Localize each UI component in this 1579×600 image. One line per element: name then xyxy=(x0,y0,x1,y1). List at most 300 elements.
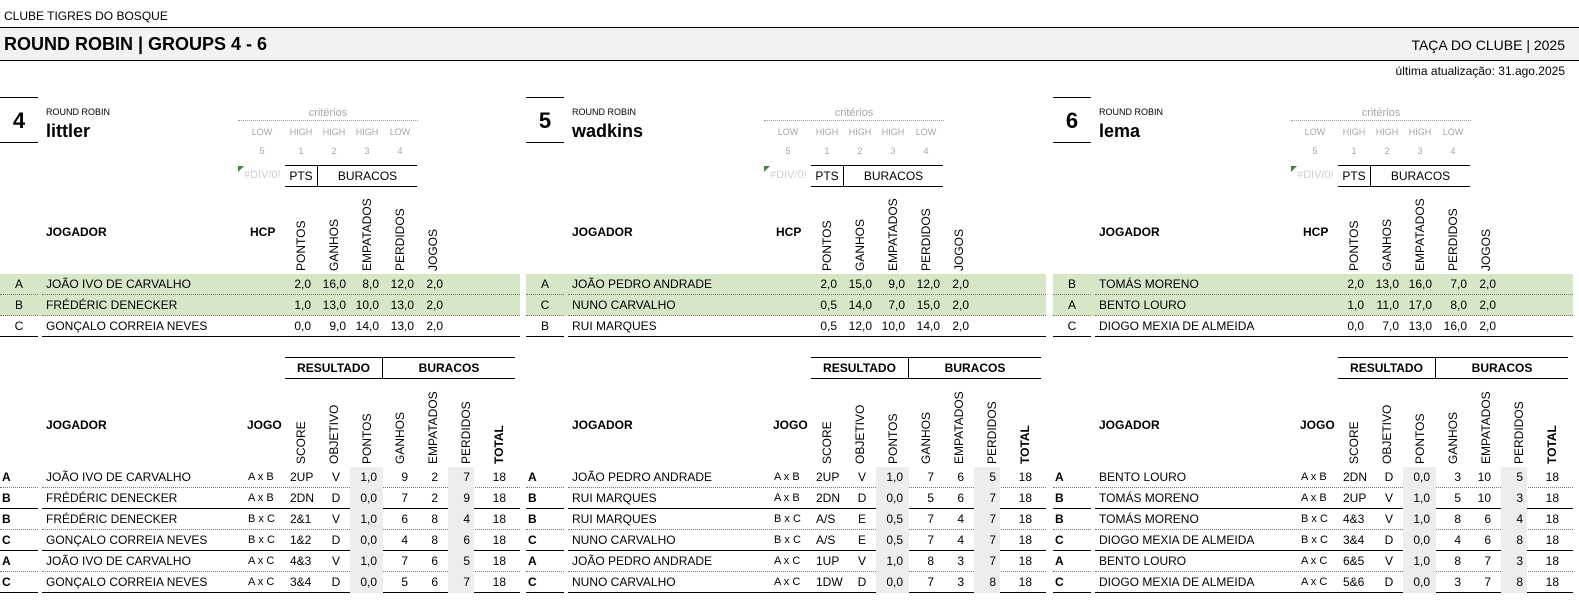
empatados-header: EMPATADOS xyxy=(426,391,440,464)
perdidos-value: 5 xyxy=(974,467,1000,488)
score-value: 3&4 xyxy=(290,575,312,589)
standings-row xyxy=(1053,295,1573,316)
ganhos-header: GANHOS xyxy=(393,411,407,464)
criteria-rank: 1 xyxy=(824,146,830,156)
total-value: 18 xyxy=(492,575,506,589)
criteria-level: HIGH xyxy=(815,127,839,137)
criteria-level: LOW xyxy=(777,127,799,137)
match-row xyxy=(526,509,1046,530)
objetivo-value: D xyxy=(857,575,867,589)
player-name: DIOGO MEXIA DE ALMEIDA xyxy=(1095,530,1573,551)
jogador-header: JOGADOR xyxy=(1099,418,1160,432)
buracos-label: BURACOS xyxy=(944,361,1006,375)
standings-row xyxy=(0,274,520,295)
total-value: 18 xyxy=(1018,491,1032,505)
criteria-level: LOW xyxy=(251,127,273,137)
score-value: A/S xyxy=(816,533,836,547)
criteria-level: HIGH xyxy=(289,127,313,137)
perdidos-header: PERDIDOS xyxy=(1512,401,1526,464)
criteria-rank: 4 xyxy=(397,146,403,156)
match-row xyxy=(0,530,520,551)
ganhos-value: 7 xyxy=(927,512,934,526)
total-value: 18 xyxy=(1545,575,1559,589)
total-value: 18 xyxy=(492,554,506,568)
total-value: 18 xyxy=(1018,575,1032,589)
resultado-buracos-header xyxy=(811,357,1041,379)
player-name: TOMÁS MORENO xyxy=(1095,488,1573,509)
jogo-value: A x C xyxy=(1301,576,1328,588)
player-name: NUNO CARVALHO xyxy=(568,295,1046,316)
score-value: 2DN xyxy=(1343,470,1368,484)
score-value: 2&1 xyxy=(290,512,312,526)
pontos-value: 1,0 xyxy=(1403,488,1436,509)
perdidos-value: 7 xyxy=(448,467,474,488)
jogador-header: JOGADOR xyxy=(572,418,633,432)
objetivo-value: E xyxy=(857,533,866,547)
group-number: 5 xyxy=(526,97,564,143)
standing-pontos: 0,5 xyxy=(820,298,837,312)
position-letter: B xyxy=(1053,509,1091,530)
position-letter: B xyxy=(0,509,38,530)
round-robin-label: ROUND ROBIN xyxy=(1099,107,1164,117)
empatados-value: 10 xyxy=(1477,491,1491,505)
jogos-header: JOGOS xyxy=(426,228,440,271)
match-row xyxy=(1053,488,1573,509)
score-value: 3&4 xyxy=(1343,533,1365,547)
match-row xyxy=(1053,551,1573,572)
total-value: 18 xyxy=(1018,512,1032,526)
score-header: SCORE xyxy=(1347,421,1361,464)
pontos-header: PONTOS xyxy=(886,413,900,464)
jogo-value: B x C xyxy=(1301,513,1328,525)
position-letter: A xyxy=(526,467,564,488)
pontos-header: PONTOS xyxy=(360,413,374,464)
player-name: TOMÁS MORENO xyxy=(1095,274,1573,295)
total-value: 18 xyxy=(1545,554,1559,568)
player-name: GONÇALO CORREIA NEVES xyxy=(42,530,520,551)
standing-pontos: 0,0 xyxy=(294,319,311,333)
criteria-level: HIGH xyxy=(1375,127,1399,137)
perdidos-value: 3 xyxy=(1501,488,1527,509)
objetivo-value: V xyxy=(1384,554,1393,568)
pontos-value: 1,0 xyxy=(1403,551,1436,572)
pontos-value: 1,0 xyxy=(876,467,909,488)
ganhos-header: GANHOS xyxy=(1380,218,1394,271)
ganhos-value: 5 xyxy=(927,491,934,505)
jogo-header: JOGO xyxy=(773,418,808,432)
criteria-rank: 1 xyxy=(298,146,304,156)
position-letter: B xyxy=(526,488,564,509)
score-value: 4&3 xyxy=(1343,512,1365,526)
standing-empatados: 7,0 xyxy=(888,298,905,312)
pts-buracos-header xyxy=(1338,165,1470,187)
objetivo-header: OBJETIVO xyxy=(853,404,867,464)
objetivo-value: D xyxy=(857,491,867,505)
standing-empatados: 10,0 xyxy=(355,298,379,312)
buracos-label: BURACOS xyxy=(863,169,924,183)
perdidos-value: 7 xyxy=(974,530,1000,551)
hcp-header: HCP xyxy=(250,225,276,239)
perdidos-value: 8 xyxy=(974,572,1000,593)
jogos-header: JOGOS xyxy=(1479,228,1493,271)
empatados-value: 6 xyxy=(1484,533,1491,547)
standing-jogos: 2,0 xyxy=(1479,298,1496,312)
buracos-label: BURACOS xyxy=(418,361,480,375)
jogo-value: B x C xyxy=(248,534,275,546)
criteria-error: #DIV/0! xyxy=(244,169,281,181)
standing-empatados: 17,0 xyxy=(1408,298,1432,312)
pontos-header: PONTOS xyxy=(1347,220,1361,271)
page-title: ROUND ROBIN | GROUPS 4 - 6 xyxy=(4,34,268,54)
jogo-value: A x C xyxy=(248,555,275,567)
player-name: RUI MARQUES xyxy=(568,509,1046,530)
empatados-value: 4 xyxy=(957,512,964,526)
player-name: JOÃO PEDRO ANDRADE xyxy=(568,467,1046,488)
perdidos-value: 7 xyxy=(974,509,1000,530)
round-robin-label: ROUND ROBIN xyxy=(572,107,637,117)
standing-ganhos: 12,0 xyxy=(848,319,872,333)
objetivo-header: OBJETIVO xyxy=(1380,404,1394,464)
player-name: GONÇALO CORREIA NEVES xyxy=(42,572,520,593)
perdidos-header: PERDIDOS xyxy=(919,208,933,271)
group-panel xyxy=(0,97,520,597)
criteria-rank: 3 xyxy=(1417,146,1423,156)
score-value: 2UP xyxy=(816,470,840,484)
score-value: 1&2 xyxy=(290,533,312,547)
ganhos-value: 5 xyxy=(401,575,408,589)
perdidos-value: 9 xyxy=(448,488,474,509)
criteria-rank: 2 xyxy=(857,146,863,156)
empatados-value: 6 xyxy=(957,491,964,505)
position-letter: C xyxy=(0,572,38,593)
player-name: JOÃO PEDRO ANDRADE xyxy=(568,551,1046,572)
ganhos-value: 7 xyxy=(927,470,934,484)
objetivo-value: D xyxy=(331,533,341,547)
pontos-header: PONTOS xyxy=(820,220,834,271)
score-value: 1UP xyxy=(816,554,840,568)
standing-ganhos: 11,0 xyxy=(1376,298,1399,312)
pts-buracos-header xyxy=(811,165,943,187)
criteria-rank: 5 xyxy=(259,146,265,156)
match-row xyxy=(0,467,520,488)
criteria-level: LOW xyxy=(389,127,411,137)
match-row xyxy=(526,467,1046,488)
group-panel xyxy=(1053,97,1573,597)
match-row xyxy=(0,551,520,572)
ganhos-value: 3 xyxy=(1454,470,1461,484)
objetivo-value: V xyxy=(1384,512,1393,526)
standing-ganhos: 9,0 xyxy=(329,319,346,333)
standing-pontos: 2,0 xyxy=(820,277,837,291)
criteria-rank: 2 xyxy=(1384,146,1390,156)
standing-empatados: 13,0 xyxy=(1408,319,1432,333)
jogos-header: JOGOS xyxy=(952,228,966,271)
criteria-rank: 4 xyxy=(1450,146,1456,156)
criteria-divider xyxy=(764,120,944,121)
jogo-value: A x B xyxy=(1301,492,1327,504)
player-name: GONÇALO CORREIA NEVES xyxy=(42,316,520,337)
objetivo-value: D xyxy=(331,575,341,589)
ganhos-value: 8 xyxy=(927,554,934,568)
position-letter: B xyxy=(1053,274,1091,295)
position-letter: B xyxy=(0,295,38,316)
empatados-value: 6 xyxy=(431,575,438,589)
empatados-value: 3 xyxy=(957,575,964,589)
objetivo-value: D xyxy=(1384,575,1394,589)
total-value: 18 xyxy=(492,533,506,547)
jogo-header: JOGO xyxy=(1300,418,1335,432)
criteria-rank: 1 xyxy=(1351,146,1357,156)
criteria-label: critérios xyxy=(308,107,348,119)
total-value: 18 xyxy=(1018,554,1032,568)
hcp-header: HCP xyxy=(776,225,802,239)
jogo-value: A x C xyxy=(248,576,275,588)
standing-jogos: 2,0 xyxy=(952,277,969,291)
score-value: A/S xyxy=(816,512,836,526)
jogo-value: B x C xyxy=(774,534,801,546)
match-row xyxy=(526,530,1046,551)
last-updated: última atualização: 31.ago.2025 xyxy=(1395,64,1565,78)
resultado-buracos-header xyxy=(285,357,515,379)
pontos-value: 0,0 xyxy=(350,572,383,593)
criteria-level: HIGH xyxy=(1408,127,1432,137)
criteria-rank: 3 xyxy=(890,146,896,156)
position-letter: C xyxy=(1053,316,1091,337)
pontos-value: 0,0 xyxy=(1403,572,1436,593)
player-name: RUI MARQUES xyxy=(568,488,1046,509)
pontos-value: 1,0 xyxy=(1403,509,1436,530)
player-name: BENTO LOURO xyxy=(1095,467,1573,488)
perdidos-value: 5 xyxy=(1501,467,1527,488)
standing-jogos: 2,0 xyxy=(1479,319,1496,333)
ganhos-value: 5 xyxy=(1454,491,1461,505)
objetivo-value: V xyxy=(857,554,866,568)
match-row xyxy=(526,572,1046,593)
player-name: JOÃO IVO DE CARVALHO xyxy=(42,467,520,488)
position-letter: C xyxy=(0,530,38,551)
perdidos-header: PERDIDOS xyxy=(985,401,999,464)
position-letter: A xyxy=(0,551,38,572)
match-row xyxy=(526,551,1046,572)
pts-label: PTS xyxy=(285,166,318,186)
group-name: wadkins xyxy=(572,121,644,141)
empatados-header: EMPATADOS xyxy=(1413,198,1427,271)
standing-pontos: 1,0 xyxy=(1347,298,1364,312)
standing-empatados: 14,0 xyxy=(355,319,379,333)
objetivo-value: E xyxy=(857,512,866,526)
buracos-label: BURACOS xyxy=(1471,361,1533,375)
standing-pontos: 1,0 xyxy=(294,298,311,312)
jogo-value: A x B xyxy=(248,471,274,483)
objetivo-value: D xyxy=(1384,533,1394,547)
ganhos-value: 6 xyxy=(401,512,408,526)
standing-ganhos: 16,0 xyxy=(322,277,346,291)
ganhos-value: 7 xyxy=(401,554,408,568)
empatados-value: 3 xyxy=(957,554,964,568)
score-value: 2DN xyxy=(290,491,315,505)
pontos-value: 0,0 xyxy=(1403,467,1436,488)
position-letter: C xyxy=(1053,530,1091,551)
empatados-value: 2 xyxy=(431,470,438,484)
empatados-value: 8 xyxy=(431,533,438,547)
standing-perdidos: 13,0 xyxy=(390,298,414,312)
total-value: 18 xyxy=(1018,470,1032,484)
position-letter: B xyxy=(526,509,564,530)
perdidos-value: 3 xyxy=(1501,551,1527,572)
comment-marker-icon xyxy=(238,166,244,172)
empatados-value: 2 xyxy=(431,491,438,505)
club-name: CLUBE TIGRES DO BOSQUE xyxy=(4,9,168,23)
comment-marker-icon xyxy=(1291,166,1297,172)
criteria-level: HIGH xyxy=(848,127,872,137)
buracos-label: BURACOS xyxy=(337,169,398,183)
standing-ganhos: 13,0 xyxy=(322,298,346,312)
pontos-value: 0,0 xyxy=(876,488,909,509)
jogo-value: A x B xyxy=(774,471,800,483)
perdidos-value: 6 xyxy=(448,530,474,551)
group-number: 6 xyxy=(1053,97,1091,143)
empatados-value: 4 xyxy=(957,533,964,547)
empatados-value: 7 xyxy=(1484,575,1491,589)
empatados-header: EMPATADOS xyxy=(360,198,374,271)
criteria-level: HIGH xyxy=(1342,127,1366,137)
criteria-divider xyxy=(238,120,418,121)
resultado-buracos-header xyxy=(1338,357,1568,379)
total-header: TOTAL xyxy=(1545,425,1559,464)
position-letter: B xyxy=(526,316,564,337)
pontos-value: 0,0 xyxy=(350,530,383,551)
group-name: lema xyxy=(1099,121,1141,141)
pts-label: PTS xyxy=(811,166,844,186)
position-letter: A xyxy=(0,274,38,295)
standing-ganhos: 7,0 xyxy=(1382,319,1399,333)
ganhos-value: 7 xyxy=(927,575,934,589)
criteria-level: LOW xyxy=(1442,127,1464,137)
score-value: 2UP xyxy=(290,470,314,484)
jogo-value: B x C xyxy=(1301,534,1328,546)
empatados-value: 6 xyxy=(957,470,964,484)
standings-row xyxy=(526,295,1046,316)
criteria-rank: 2 xyxy=(331,146,337,156)
pontos-value: 0,0 xyxy=(350,488,383,509)
criteria-rank: 3 xyxy=(364,146,370,156)
empatados-value: 8 xyxy=(431,512,438,526)
pontos-value: 0,0 xyxy=(1403,530,1436,551)
standing-perdidos: 14,0 xyxy=(916,319,940,333)
standings-row xyxy=(526,274,1046,295)
objetivo-value: D xyxy=(331,491,341,505)
score-value: 2DN xyxy=(816,491,841,505)
standing-perdidos: 13,0 xyxy=(390,319,414,333)
objetivo-value: V xyxy=(331,554,340,568)
match-row xyxy=(1053,467,1573,488)
perdidos-value: 8 xyxy=(1501,572,1527,593)
total-value: 18 xyxy=(492,470,506,484)
standing-empatados: 8,0 xyxy=(362,277,379,291)
match-row xyxy=(526,488,1046,509)
perdidos-header: PERDIDOS xyxy=(459,401,473,464)
match-row xyxy=(0,488,520,509)
total-header: TOTAL xyxy=(492,425,506,464)
total-value: 18 xyxy=(492,491,506,505)
empatados-header: EMPATADOS xyxy=(1479,391,1493,464)
player-name: NUNO CARVALHO xyxy=(568,572,1046,593)
standings-row xyxy=(526,316,1046,337)
ganhos-header: GANHOS xyxy=(919,411,933,464)
hcp-header: HCP xyxy=(1303,225,1329,239)
standing-perdidos: 8,0 xyxy=(1450,298,1467,312)
standing-empatados: 9,0 xyxy=(888,277,905,291)
standing-jogos: 2,0 xyxy=(426,277,443,291)
pts-label: PTS xyxy=(1338,166,1371,186)
empatados-header: EMPATADOS xyxy=(952,391,966,464)
jogo-value: A x B xyxy=(774,492,800,504)
objetivo-value: V xyxy=(331,512,340,526)
position-letter: C xyxy=(1053,572,1091,593)
pontos-value: 0,5 xyxy=(876,509,909,530)
criteria-label: critérios xyxy=(1361,107,1401,119)
jogo-value: A x B xyxy=(248,492,274,504)
standings-row xyxy=(1053,274,1573,295)
pontos-value: 1,0 xyxy=(876,551,909,572)
position-letter: A xyxy=(526,551,564,572)
position-letter: A xyxy=(526,274,564,295)
player-name: JOÃO IVO DE CARVALHO xyxy=(42,551,520,572)
comment-marker-icon xyxy=(764,166,770,172)
player-name: RUI MARQUES xyxy=(568,316,1046,337)
criteria-level: HIGH xyxy=(355,127,379,137)
player-name: FRÉDÉRIC DENECKER xyxy=(42,295,520,316)
score-value: 5&6 xyxy=(1343,575,1365,589)
pts-buracos-header xyxy=(285,165,417,187)
empatados-value: 10 xyxy=(1477,470,1491,484)
player-name: JOÃO IVO DE CARVALHO xyxy=(42,274,520,295)
position-letter: A xyxy=(1053,467,1091,488)
total-value: 18 xyxy=(1545,512,1559,526)
ganhos-value: 4 xyxy=(1454,533,1461,547)
perdidos-value: 8 xyxy=(1501,530,1527,551)
empatados-header: EMPATADOS xyxy=(886,198,900,271)
ganhos-value: 8 xyxy=(1454,554,1461,568)
standing-empatados: 10,0 xyxy=(881,319,905,333)
standing-pontos: 0,5 xyxy=(820,319,837,333)
jogador-header: JOGADOR xyxy=(572,225,633,239)
pontos-value: 1,0 xyxy=(350,509,383,530)
ganhos-header: GANHOS xyxy=(1446,411,1460,464)
total-value: 18 xyxy=(1545,470,1559,484)
score-value: 4&3 xyxy=(290,554,312,568)
criteria-error: #DIV/0! xyxy=(1297,169,1334,181)
player-name: TOMÁS MORENO xyxy=(1095,509,1573,530)
standing-perdidos: 12,0 xyxy=(390,277,414,291)
jogo-value: B x C xyxy=(774,513,801,525)
criteria-divider xyxy=(1291,120,1471,121)
standing-jogos: 2,0 xyxy=(952,319,969,333)
standings-row xyxy=(1053,316,1573,337)
position-letter: C xyxy=(526,295,564,316)
position-letter: A xyxy=(1053,295,1091,316)
empatados-value: 6 xyxy=(1484,512,1491,526)
standing-ganhos: 15,0 xyxy=(848,277,872,291)
pontos-value: 0,5 xyxy=(876,530,909,551)
ganhos-value: 9 xyxy=(401,470,408,484)
jogador-header: JOGADOR xyxy=(1099,225,1160,239)
standing-pontos: 2,0 xyxy=(294,277,311,291)
score-value: 1DW xyxy=(816,575,843,589)
criteria-rank: 5 xyxy=(1312,146,1318,156)
standing-jogos: 2,0 xyxy=(426,298,443,312)
perdidos-header: PERDIDOS xyxy=(393,208,407,271)
